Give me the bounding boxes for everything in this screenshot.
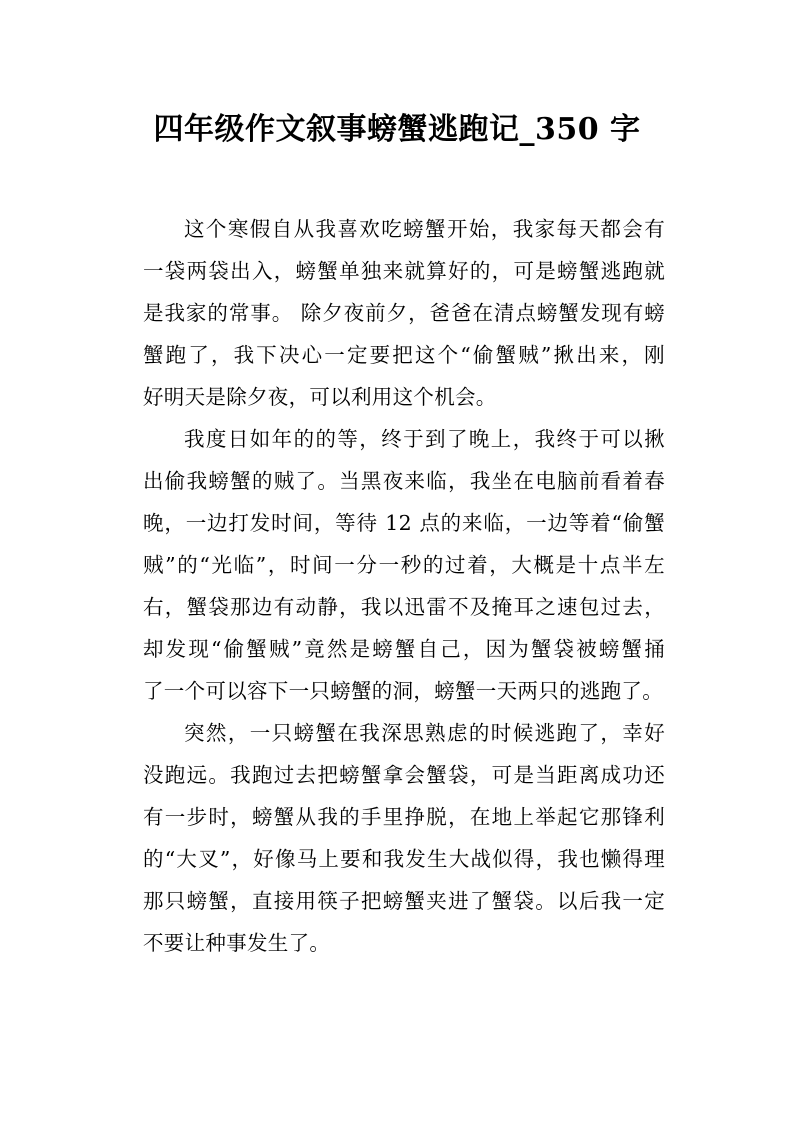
paragraph-3 xyxy=(143,712,665,964)
paragraph-2 xyxy=(143,418,665,712)
document-body xyxy=(143,208,665,964)
paragraph-line: 贼”的“光临”，时间一分一秒的过着，大概是十点半左 xyxy=(143,553,665,577)
paragraph-line: 蟹跑了，我下决心一定要把这个“偷蟹贼”揪出来，刚 xyxy=(143,343,665,367)
paragraph-line: 那只螃蟹，直接用筷子把螃蟹夹进了蟹袋。以后我一定 xyxy=(143,889,665,913)
paragraph-line: 是我家的常事。 除夕夜前夕，爸爸在清点螃蟹发现有螃 xyxy=(143,301,665,325)
paragraph-line: 这个寒假自从我喜欢吃螃蟹开始，我家每天都会有 xyxy=(184,217,665,241)
paragraph-line: 我度日如年的的等，终于到了晚上，我终于可以揪 xyxy=(184,427,665,451)
paragraph-line: 没跑远。我跑过去把螃蟹拿会蟹袋，可是当距离成功还 xyxy=(143,763,665,787)
paragraph-line: 却发现“偷蟹贼”竟然是螃蟹自己，因为蟹袋被螃蟹捅 xyxy=(143,637,665,661)
paragraph-line: 一袋两袋出入，螃蟹单独来就算好的，可是螃蟹逃跑就 xyxy=(143,259,665,283)
paragraph-line: 了一个可以容下一只螃蟹的洞，螃蟹一天两只的逃跑了。 xyxy=(143,679,663,703)
paragraph-line: 不要让种事发生了。 xyxy=(143,931,331,955)
paragraph-line: 出偷我螃蟹的贼了。当黑夜来临，我坐在电脑前看着春 xyxy=(143,469,665,493)
paragraph-line: 好明天是除夕夜，可以利用这个机会。 xyxy=(143,385,497,409)
paragraph-line: 的“大叉”，好像马上要和我发生大战似得，我也懒得理 xyxy=(143,847,665,871)
paragraph-line: 晚，一边打发时间，等待 12 点的来临，一边等着“偷蟹 xyxy=(143,511,665,535)
paragraph-1 xyxy=(143,208,665,418)
document-title: 四年级作文叙事螃蟹逃跑记_350 字 xyxy=(153,112,641,147)
paragraph-line: 有一步时，螃蟹从我的手里挣脱，在地上举起它那锋利 xyxy=(143,805,665,829)
paragraph-line: 突然，一只螃蟹在我深思熟虑的时候逃跑了，幸好 xyxy=(184,721,665,745)
paragraph-line: 右，蟹袋那边有动静，我以迅雷不及掩耳之速包过去， xyxy=(143,595,665,619)
